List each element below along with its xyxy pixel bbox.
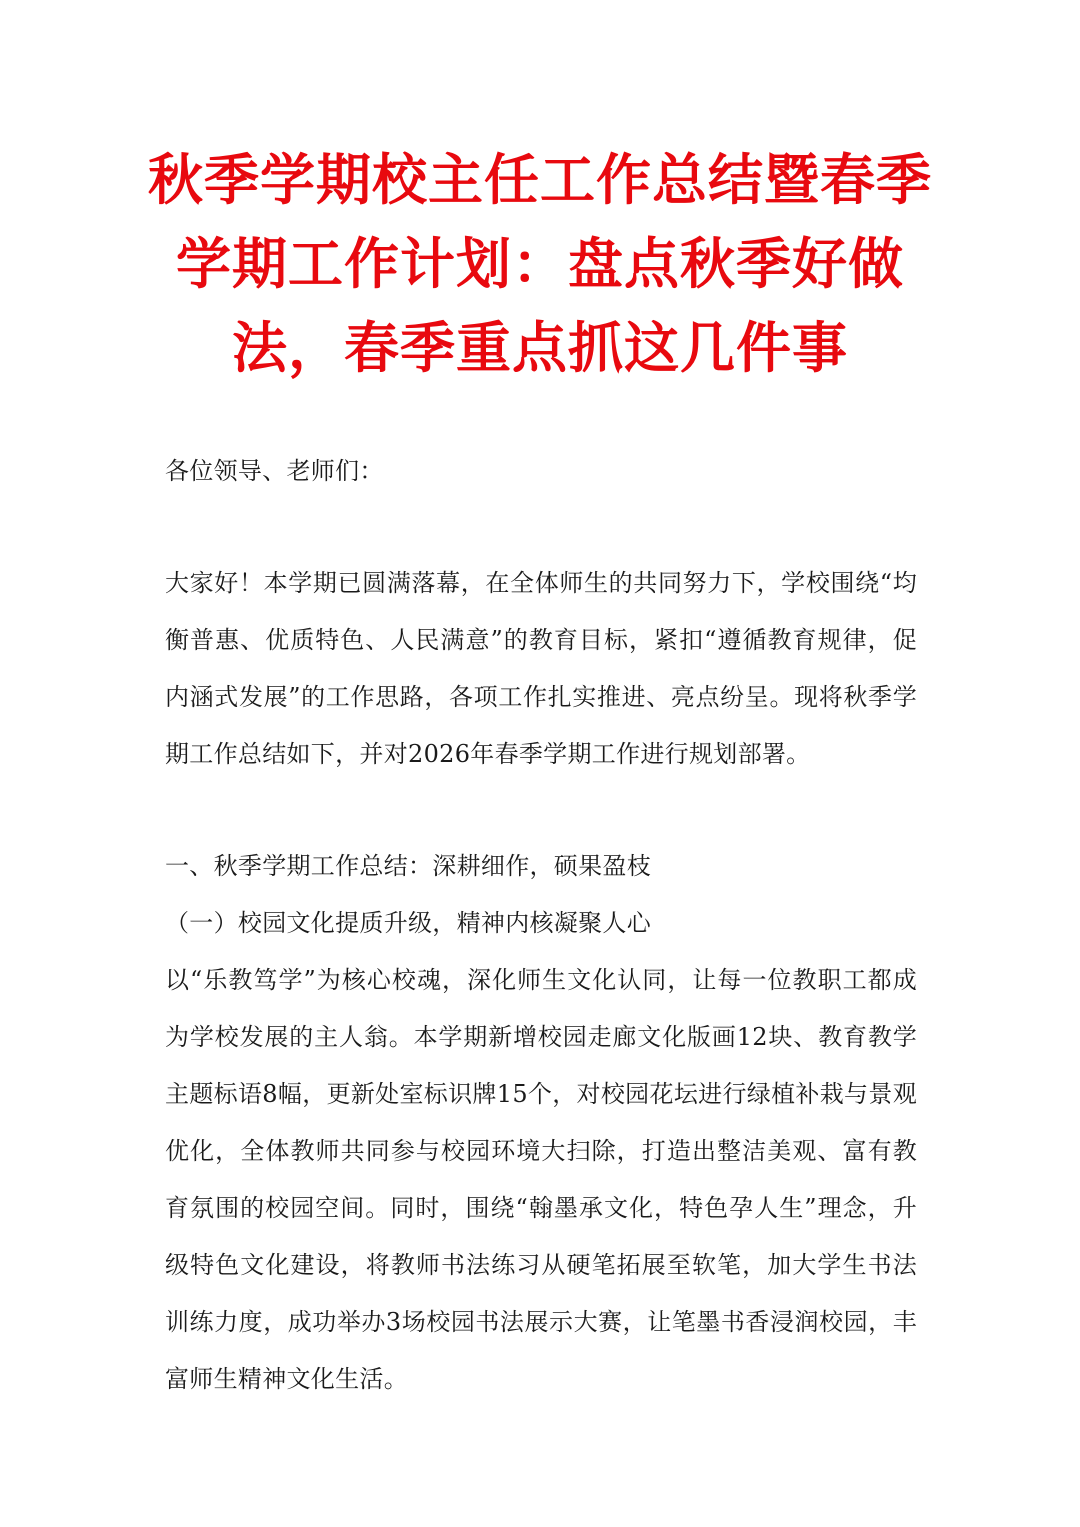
- body-paragraph: 以“乐教笃学”为核心校魂，深化师生文化认同，让每一位教职工都成为学校发展的主人翁。本学期新增校园走廊文化版画12块、教育教学主题标语8幅，更新处室标识牌15个，对校园花坛进行绿植补栽与景观优化，全体教师共同参与校园环境大扫除，打造出整洁美观、富有教育氛围的校园空间。同时，围绕“翰墨承文化，特色孕人生”理念，升级特色文化建设，将教师书法练习从硬笔拓展至软笔，加大学生书法训练力度，成功举办3场校园书法展示大赛，让笔墨书香浸润校园，丰富师生精神文化生活。: [165, 966, 917, 1393]
- subsection-heading: （一）校园文化提质升级，精神内核凝聚人心: [165, 909, 651, 937]
- intro-paragraph: 大家好！本学期已圆满落幕，在全体师生的共同努力下，学校围绕“均衡普惠、优质特色、人民满意”的教育目标，紧扣“遵循教育规律，促内涵式发展”的工作思路，各项工作扎实推进、亮点纷呈。现将秋季学期工作总结如下，并对2026年春季学期工作进行规划部署。: [165, 569, 917, 768]
- greeting: 各位领导、老师们：: [165, 457, 384, 485]
- section-heading: 一、秋季学期工作总结：深耕细作，硕果盈枝: [165, 852, 651, 880]
- document-title: 秋季学期校主任工作总结暨春季学期工作计划：盘点秋季好做法，春季重点抓这几件事: [147, 148, 932, 380]
